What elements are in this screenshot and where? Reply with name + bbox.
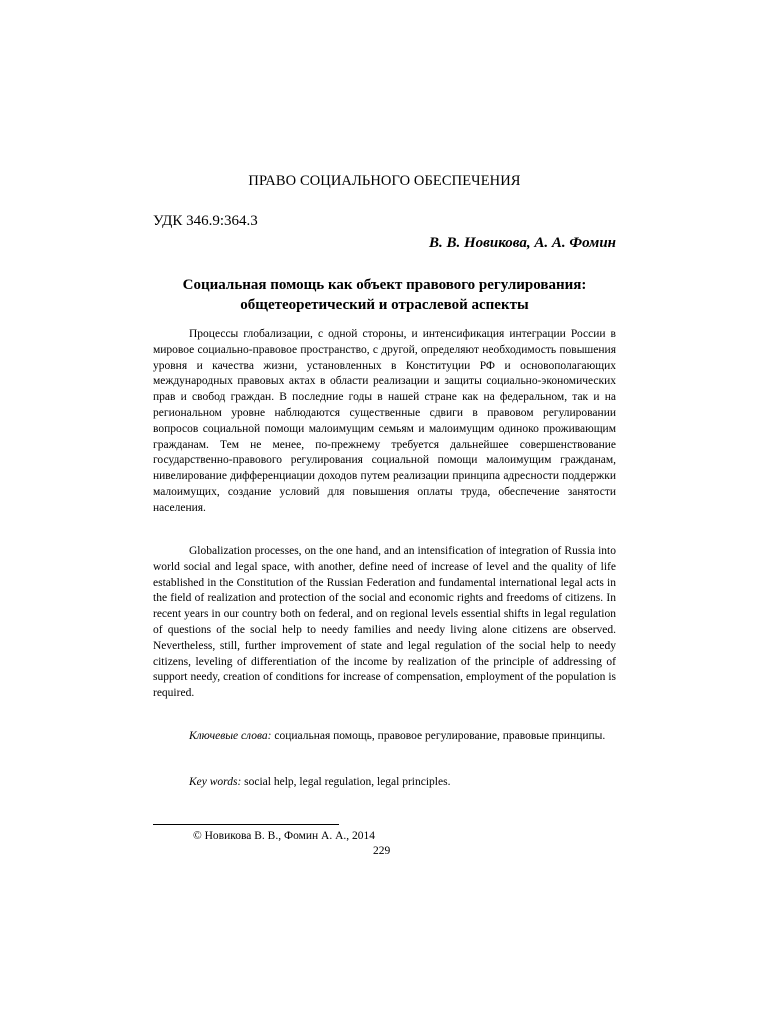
authors: В. В. Новикова, А. А. Фомин [429, 235, 616, 251]
keywords-english [153, 775, 616, 791]
keywords-russian-text: социальная помощь, правовое регулирование, правовые принципы. [271, 730, 606, 742]
abstract-english: Globalization processes, on the one hand, and an intensification of integration of Russia into world social and legal space, with another, define need of increase of level and the quality of life established in the Constitution of the Russian Federation and fundamental international legal acts in the field of realization and protection of the social and economic rights and freedoms of citizens. In recent years in our country both on federal, and on regional levels essential shifts in legal regulation of questions of the social help to needy families and needy living alone citizens are observed. Nevertheless, still, further improvement of state and legal regulation of the social help to needy citizens, leveling of differentiation of the income by realization of the principle of addressing of support needy, creation of conditions for increase of compensation, employment of the population is required. [153, 545, 616, 700]
article-title-line-1: Социальная помощь как объект правового регулирования: [182, 277, 587, 293]
section-title: ПРАВО СОЦИАЛЬНОГО ОБЕСПЕЧЕНИЯ [248, 173, 521, 189]
keywords-english-text: social help, legal regulation, legal principles. [241, 776, 451, 788]
keywords-english-label: Key words: [189, 776, 242, 788]
footnote-divider [153, 824, 339, 825]
page-number: 229 [373, 845, 391, 857]
copyright-note: © Новикова В. В., Фомин А. А., 2014 [193, 830, 376, 842]
abstract-russian: Процессы глобализации, с одной стороны, и интенсификация интеграции России в мировое социально-правовое пространство, с другой, определяют необходимость повышения уровня и качества жизни, установленных в Конституции РФ и основополагающих международных правовых актах в области реализации и защиты социально-экономических прав и свобод граждан. В последние годы в нашей стране как на федеральном, так и на региональном уровне наблюдаются существенные сдвиги в правовом регулировании вопросов социальной помощи малоимущим семьям и малоимущим одиноко проживающим гражданам. Тем не менее, по-прежнему требуется дальнейшее совершенствование государственно-правового регулирования социальной помощи малоимущим гражданам, нивелирование дифференциации доходов путем реализации принципа адресности поддержки малоимущих, создание условий для повышения оплаты труда, обеспечение занятости населения. [153, 328, 616, 514]
keywords-russian [153, 729, 616, 745]
keywords-russian-label: Ключевые слова: [189, 730, 272, 742]
article-title-line-2: общетеоретический и отраслевой аспекты [240, 297, 529, 313]
udk-code: УДК 346.9:364.3 [153, 213, 258, 229]
article-title [153, 275, 616, 315]
